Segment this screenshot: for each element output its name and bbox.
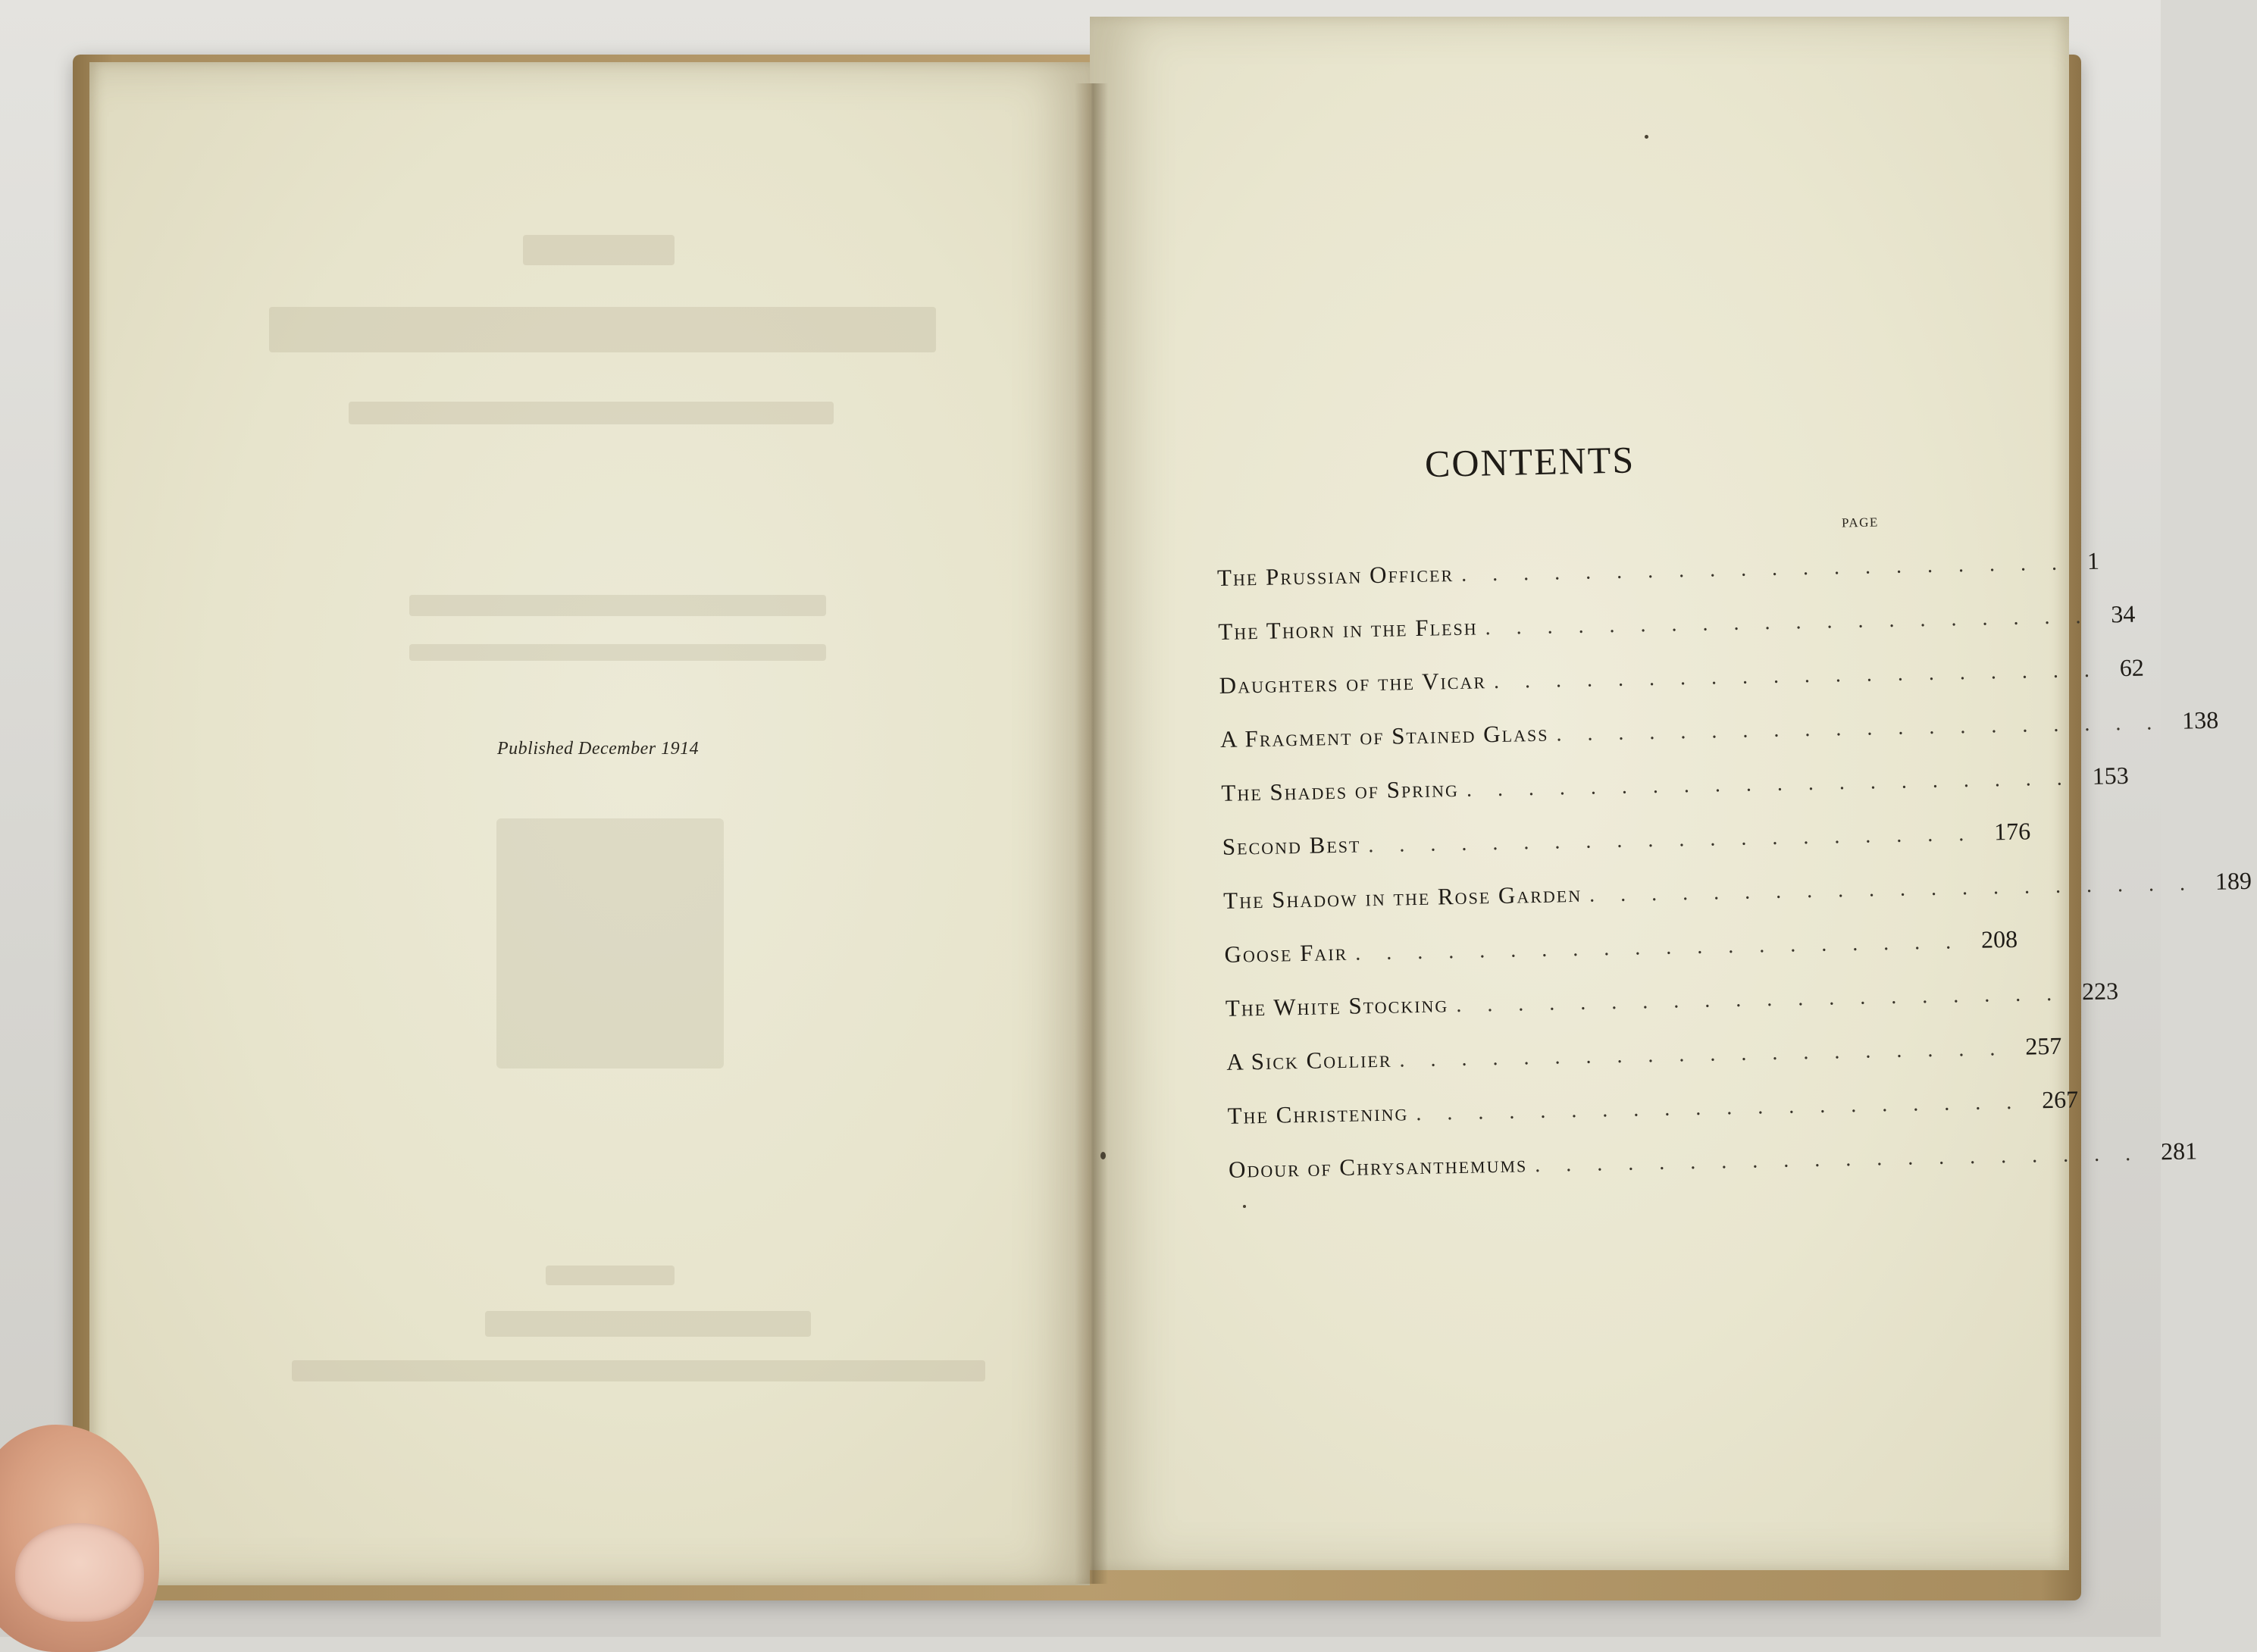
toc-entry-title: Odour of Chrysanthemums bbox=[1228, 1150, 1528, 1183]
book-gutter bbox=[1075, 83, 1108, 1584]
toc-entry-page: 281 bbox=[2160, 1137, 2198, 1165]
toc-entry-page: 189 bbox=[2215, 866, 2252, 895]
toc-leader-dots: .................... bbox=[1534, 1141, 2157, 1178]
toc-leader-dots: .................... bbox=[1460, 551, 2083, 587]
toc-entry-page: 267 bbox=[2041, 1085, 2079, 1114]
toc-entry-title: The Prussian Officer bbox=[1216, 560, 1454, 591]
toc-entry-page: 153 bbox=[2092, 761, 2130, 790]
paper-speck bbox=[1645, 135, 1648, 139]
toc-entry-page: 138 bbox=[2181, 706, 2219, 734]
toc-leader-dots: .................... bbox=[1368, 821, 1990, 858]
toc-entry-title: Goose Fair bbox=[1224, 938, 1348, 968]
toc-leader-dots: .................... bbox=[1589, 871, 2212, 907]
toc-leader-dots: .................... bbox=[1416, 1090, 2038, 1126]
toc-entry-page: 62 bbox=[2119, 653, 2145, 682]
paper-speck bbox=[1243, 1205, 1246, 1208]
toc-entry-title: The Shades of Spring bbox=[1221, 774, 1460, 806]
toc-entry-title: The Shadow in the Rose Garden bbox=[1222, 880, 1582, 914]
publication-imprint: Published December 1914 bbox=[497, 739, 700, 759]
toc-entry-page: 257 bbox=[2024, 1031, 2062, 1060]
toc-entry-title: The Christening bbox=[1227, 1099, 1409, 1129]
table-of-contents bbox=[1216, 525, 2252, 1184]
toc-entry-page: 34 bbox=[2111, 599, 2136, 628]
toc-leader-dots: .................... bbox=[1354, 929, 1977, 965]
toc-entry-title: The White Stocking bbox=[1225, 990, 1449, 1022]
toc-entry-page: 176 bbox=[1993, 817, 2031, 846]
toc-entry-page: 208 bbox=[1980, 925, 2018, 953]
thumbnail bbox=[15, 1523, 144, 1622]
toc-entry-title: The Thorn in the Flesh bbox=[1218, 613, 1478, 645]
toc-leader-dots: .................... bbox=[1493, 658, 2116, 694]
toc-entry-title: Second Best bbox=[1222, 831, 1361, 860]
toc-leader-dots: .................... bbox=[1466, 765, 2089, 802]
toc-leader-dots: .................... bbox=[1485, 604, 2107, 640]
toc-leader-dots: .................... bbox=[1399, 1036, 2021, 1072]
toc-entry-page: 223 bbox=[2081, 977, 2119, 1006]
toc-entry-title: A Sick Collier bbox=[1226, 1045, 1392, 1075]
toc-leader-dots: .................... bbox=[1455, 981, 2078, 1018]
contents-heading: CONTENTS bbox=[1424, 438, 1636, 486]
toc-entry-title: Daughters of the Vicar bbox=[1219, 667, 1487, 699]
toc-entry-title: A Fragment of Stained Glass bbox=[1219, 719, 1549, 752]
toc-leader-dots: .................... bbox=[1556, 710, 2178, 746]
paper-speck bbox=[1100, 1152, 1106, 1159]
left-page bbox=[89, 62, 1090, 1585]
toc-entry-page: 1 bbox=[2086, 546, 2100, 574]
page-column-label: PAGE bbox=[1841, 515, 1880, 530]
